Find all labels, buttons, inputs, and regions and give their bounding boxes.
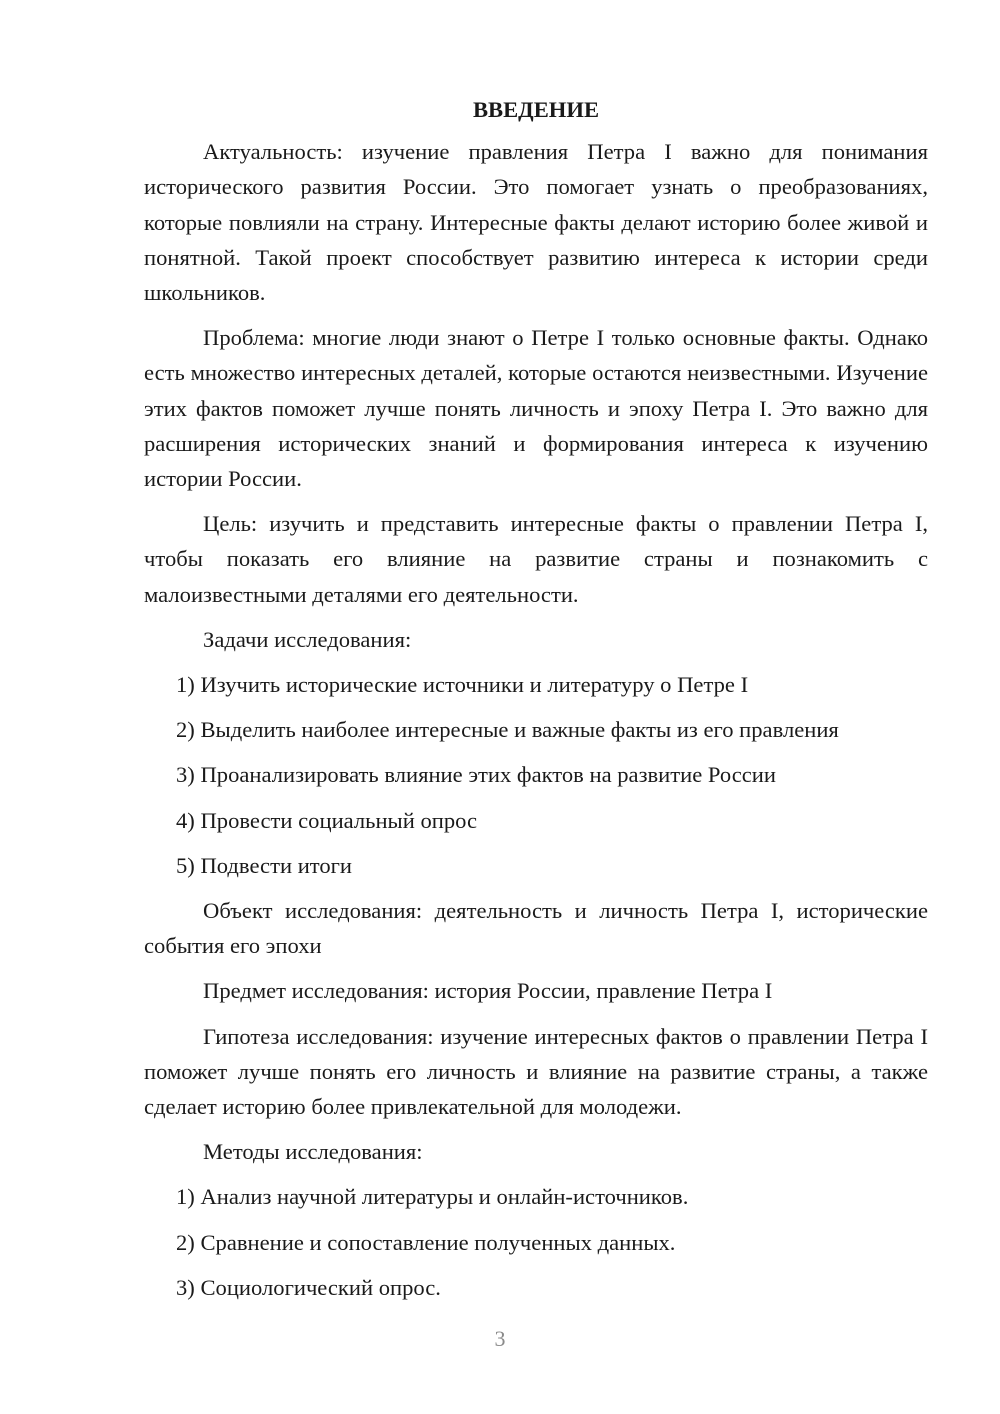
page-title: ВВЕДЕНИЕ [472, 97, 600, 122]
list-item: 4) Провести социальный опрос [176, 807, 478, 833]
list-item: 3) Проанализировать влияние этих фактов на развитие России [176, 762, 776, 788]
paragraph-object: Объект исследования: деятельность и личность Петра I, исторические события его эпохи [144, 898, 928, 959]
list-item: 1) Изучить исторические источники и литературу о Петре I [176, 672, 749, 698]
page-number: 3 [494, 1326, 506, 1351]
tasks-heading: Задачи исследования: [203, 626, 412, 652]
list-item: 3) Социологический опрос. [176, 1274, 441, 1300]
paragraph-relevance: Актуальность: изучение правления Петра I важно для понимания исторического развития России. Это помогает узнать о преобразованиях, которые повлияли на страну. Интересные факты делают историю более живой и понятной. Такой проект способствует развитию интереса к истории среди школьников. [144, 139, 928, 306]
list-item: 2) Выделить наиболее интересные и важные факты из его правления [176, 717, 839, 743]
list-item: 1) Анализ научной литературы и онлайн-источников. [176, 1184, 689, 1210]
paragraph-subject: Предмет исследования: история России, правление Петра I [203, 978, 773, 1004]
document-page [144, 92, 928, 1315]
list-item: 5) Подвести итоги [176, 852, 353, 878]
list-item: 2) Сравнение и сопоставление полученных данных. [176, 1229, 676, 1255]
paragraph-hypothesis: Гипотеза исследования: изучение интересных фактов о правлении Петра I поможет лучше понять его личность и влияние на развитие страны, а также сделает историю более привлекательной для молодежи. [144, 1023, 928, 1120]
paragraph-problem: Проблема: многие люди знают о Петре I только основные факты. Однако есть множество интересных деталей, которые остаются неизвестными. Изучение этих фактов поможет лучше понять личность и эпоху Петра I. Это важно для расширения исторических знаний и формирования интереса к изучению истории России. [144, 325, 928, 492]
methods-heading: Методы исследования: [203, 1139, 423, 1165]
paragraph-goal: Цель: изучить и представить интересные факты о правлении Петра I, чтобы показать его влияние на развитие страны и познакомить с малоизвестными деталями его деятельности. [144, 511, 928, 607]
